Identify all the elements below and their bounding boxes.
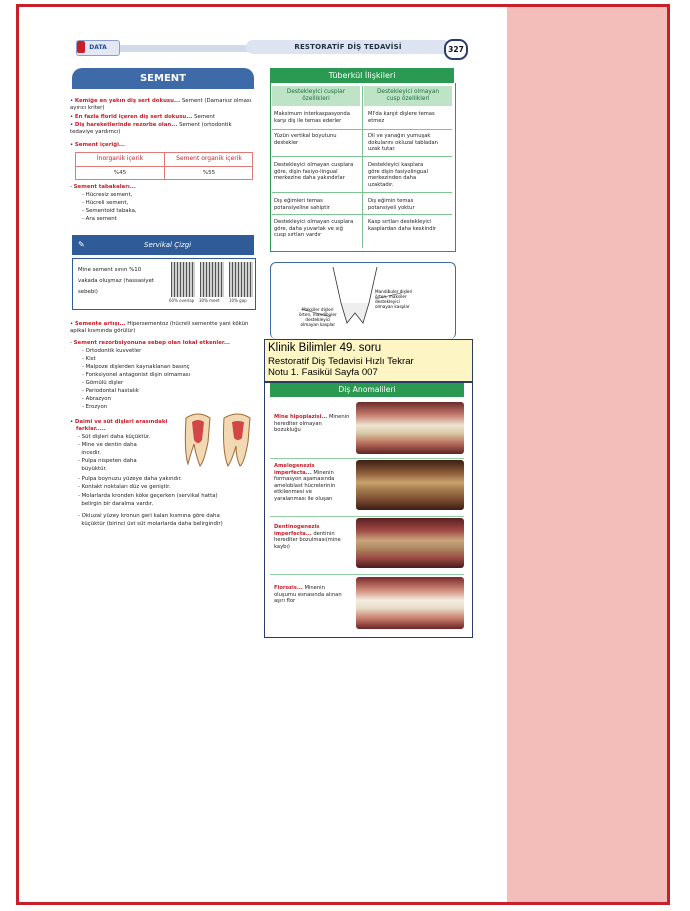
- rezorbsiyon-heading: - Sement rezorbsiyonuna sebep olan lokal etkenler...: [70, 340, 230, 346]
- cej-image-meet: [200, 262, 224, 297]
- tabakalar-item: - Hücresiz sement,: [82, 192, 133, 198]
- tuberkul-cell-line: Yüzün vertikal boyutunu: [274, 133, 337, 139]
- tuberkul-cell-line: kasplardan daha keskindir: [368, 225, 437, 232]
- tuberkul-cell-line: göre, dişin fasiyo-lingual: [274, 168, 338, 175]
- tabakalar-item: - Hücreli sement,: [82, 200, 129, 206]
- rezorbsiyon-item: - Abrazyon: [82, 396, 112, 402]
- tuberkul-cell-line: potansiyeline sahiptir: [274, 204, 330, 211]
- rezorbsiyon-item: - Malpoze dişlerden kaynaklanan basınç: [82, 364, 190, 370]
- tuberkul-cell-line: merkezinden daha: [368, 175, 417, 182]
- rezorbsiyon-item: - Erozyon: [82, 404, 108, 410]
- anomaly-mine-hipoplazisi: Mine hipoplazisi... Minenin herediter olmayan bozukluğu: [274, 414, 350, 434]
- daimi-item: - Pulpa nispeten daha: [78, 458, 137, 464]
- tuberkul-cell-line: göre, daha yuvarlak ve sığ: [274, 225, 343, 232]
- tuberkul-col-divider: [362, 86, 363, 248]
- tooth-occlusion-illustration: [271, 263, 455, 339]
- rezorbsiyon-item: - Periodontal hastalık: [82, 388, 139, 394]
- tuberkul-header-supporting: Destekleyici cusplar özellikleri: [272, 86, 360, 106]
- tuberkul-cell-left: [274, 133, 358, 146]
- tuberkul-cell-line: merkezine daha yakındırlar: [274, 175, 345, 182]
- tuberkul-cell-left: [274, 111, 358, 124]
- daimi-item: - Kontakt noktaları düz ve geniştir.: [78, 484, 171, 490]
- tuberkul-title: Tüberkül İlişkileri: [270, 68, 454, 83]
- tuberkul-cell-line: Dış eğimleri temas: [274, 198, 323, 204]
- tuberkul-cell-right: [368, 162, 452, 188]
- tabakalar-item: - Sementoid tabaka,: [82, 208, 137, 214]
- daimi-item: - Mine ve dentin daha: [78, 442, 137, 448]
- tuberkul-cell-line: etmez: [368, 117, 385, 124]
- tuberkul-cell-line: Kasp sırtları destekleyici: [368, 219, 432, 225]
- sement-bullet-4: • Sement içeriği...: [70, 142, 126, 148]
- table-divider: [164, 153, 165, 179]
- tabakalar-item: - Ara sement: [82, 216, 117, 222]
- cusp-diagram: [270, 262, 456, 339]
- tuberkul-cell-line: uzaktadır.: [368, 181, 394, 188]
- daimi-item: küçüktür (birinci üst süt molarlarda daha belirgindir): [78, 521, 223, 527]
- daimi-item: - Okluzal yüzey kronun geri kalan kısmına göre daha: [78, 513, 220, 519]
- tuberkul-cell-left: [274, 198, 358, 211]
- tuberkul-cell-line: karşı diş ile temas ederler: [274, 117, 342, 124]
- servikal-title: Servikal Çizgi: [144, 241, 192, 249]
- rezorbsiyon-item: - Gömülü dişler: [82, 380, 124, 386]
- semente-artisi: • Semente artışı... Hipersementoz (hücreli sementte yani kökün apikal kısmında görülür): [70, 321, 249, 334]
- tabakalar-heading: - Sement tabakaları...: [70, 184, 136, 190]
- servikal-cizgi-banner: [72, 235, 254, 255]
- tuberkul-cell-line: göre dişin fasiyolingual: [368, 168, 428, 175]
- dentinogenezis-photo: [356, 518, 464, 568]
- anomaly-divider: [270, 574, 464, 575]
- tuberkul-cell-line: Destekleyici olmayan cusplara: [274, 219, 354, 225]
- tuberkul-cell-line: uzak tutar.: [368, 146, 396, 153]
- table-value-organic: %55: [165, 166, 253, 179]
- tuberkul-cell-line: Dış eğimin temas: [368, 198, 414, 204]
- tuberkul-cell-line: destekler: [274, 139, 299, 146]
- cej-image-gap: [229, 262, 253, 297]
- page-number: 327: [444, 39, 468, 60]
- sement-content-table: [75, 152, 253, 180]
- tuberkul-cell-line: dokularını okluzal tabladan: [368, 139, 438, 146]
- diagram-label-left: Maksiler dişleri örten, mandibuler destekleyici olmayan kasplar: [299, 307, 337, 327]
- sement-title: SEMENT: [72, 68, 254, 89]
- logo-mark-icon: [77, 41, 85, 53]
- daimi-heading-2: farklar.....: [76, 426, 106, 432]
- table-header-organic: Sement organik içerik: [176, 155, 242, 162]
- rezorbsiyon-item: - Kist: [82, 356, 96, 362]
- rezorbsiyon-item: - Ortodontik kuvvetler: [82, 348, 142, 354]
- cej-image-overlap: [171, 262, 195, 297]
- tuberkul-cell-line: cusp sırtları vardır: [274, 232, 322, 239]
- dis-anomalileri-title: Diş Anomalileri: [270, 383, 464, 397]
- pen-icon: ✎: [78, 240, 85, 249]
- tuberkul-cell-line: Destekleyici kasplara: [368, 162, 424, 168]
- anomaly-dentinogenezis: Dentinogenezis imperfecta... dentinin herediter bozulması(mine kaybı): [274, 524, 341, 550]
- anomaly-amelogenezis: Amelogenezis imperfecta... Minenin formasyon aşamasında ameloblast hücrelerinin etkilenmesi ve yaralanması ile oluşan: [274, 463, 336, 502]
- mine-text-line: sebebi): [78, 289, 98, 295]
- anomaly-divider: [270, 458, 464, 459]
- tuberkul-cell-line: Maksimum interkaspasyonda: [274, 111, 350, 117]
- note-line-3: Notu 1. Fasikül Sayfa 007: [268, 367, 378, 378]
- tuberkul-cell-line: Dil ve yanağın yumuşak: [368, 133, 431, 139]
- tooth-comparison-illustration: [182, 412, 254, 468]
- sement-bullet-2: • En fazla florid içeren diş sert dokusu... Sement: [70, 114, 215, 120]
- tuberkul-cell-line: Destekleyici olmayan cusplara: [274, 162, 354, 168]
- anomaly-divider: [270, 516, 464, 517]
- chapter-title: RESTORATİF DİŞ TEDAVİSİ: [246, 40, 450, 54]
- publisher-logo: DATA: [76, 40, 120, 56]
- daimi-heading: • Daimi ve süt dişleri arasındaki: [70, 419, 168, 425]
- mine-sement-box: [72, 258, 256, 310]
- amelogenezis-photo: [356, 460, 464, 510]
- tuberkul-cell-right: [368, 198, 452, 211]
- cej-label: 10% gap: [229, 298, 247, 303]
- daimi-item: büyüktür.: [78, 466, 107, 472]
- daimi-item: incedir.: [78, 450, 101, 456]
- tuberkul-cell-right: [368, 133, 452, 153]
- sement-bullet-1: • Kemiğe en yakın diş sert dokusu... Sement (Damarsız olması ayırıcı kriter): [70, 98, 252, 111]
- daimi-item: - Pulpa boynuzu yüzeye daha yakındır.: [78, 476, 182, 482]
- note-line-1: Klinik Bilimler 49. soru: [268, 342, 382, 354]
- tuberkul-cell-left: [274, 162, 358, 182]
- tuberkul-cell-left: [274, 219, 358, 239]
- cej-label: 30% meet: [199, 298, 220, 303]
- daimi-item: - Molarlarda kronden köke geçerken (servikal hatta): [78, 493, 218, 499]
- daimi-item: belirgin bir daralma vardır.: [78, 501, 154, 507]
- tuberkul-cell-line: potansiyeli yoktur: [368, 204, 415, 211]
- note-line-2: Restoratif Diş Tedavisi Hızlı Tekrar: [268, 356, 414, 367]
- tuberkul-header-nonsupporting: Destekleyici olmayan cusp özellikleri: [364, 86, 452, 106]
- table-header-inorganic: İnorganik içerik: [96, 155, 144, 162]
- rezorbsiyon-item: - Fonksiyonel antagonist dişin olmaması: [82, 372, 191, 378]
- table-value-inorganic: %45: [76, 166, 164, 179]
- mine-hipoplazisi-photo: [356, 402, 464, 454]
- cej-label: 60% overlap: [169, 298, 195, 303]
- reference-note: [264, 339, 473, 382]
- tuberkul-cell-line: MI'da karşıt dişlere temas: [368, 111, 435, 117]
- daimi-item: - Süt dişleri daha küçüktür.: [78, 434, 151, 440]
- mine-text-line: Mine sement sınırı %10: [78, 267, 142, 273]
- anomaly-florozis: Florozis... Minenin oluşumu esnasında alınan aşırı flor: [274, 585, 342, 605]
- diagram-label-right: Mandibuler dişleri örten, maksiler destekleyici olmayan kasplar: [375, 289, 413, 309]
- sement-bullet-3: • Diş hareketlerinde rezorbe olan... Sement (ortodontik tedaviye yardımcı): [70, 122, 232, 135]
- tuberkul-cell-right: [368, 111, 452, 124]
- tuberkul-cell-right: [368, 219, 452, 232]
- florozis-photo: [356, 577, 464, 629]
- mine-text-line: vakada oluşmaz (hassasiyet: [78, 278, 155, 284]
